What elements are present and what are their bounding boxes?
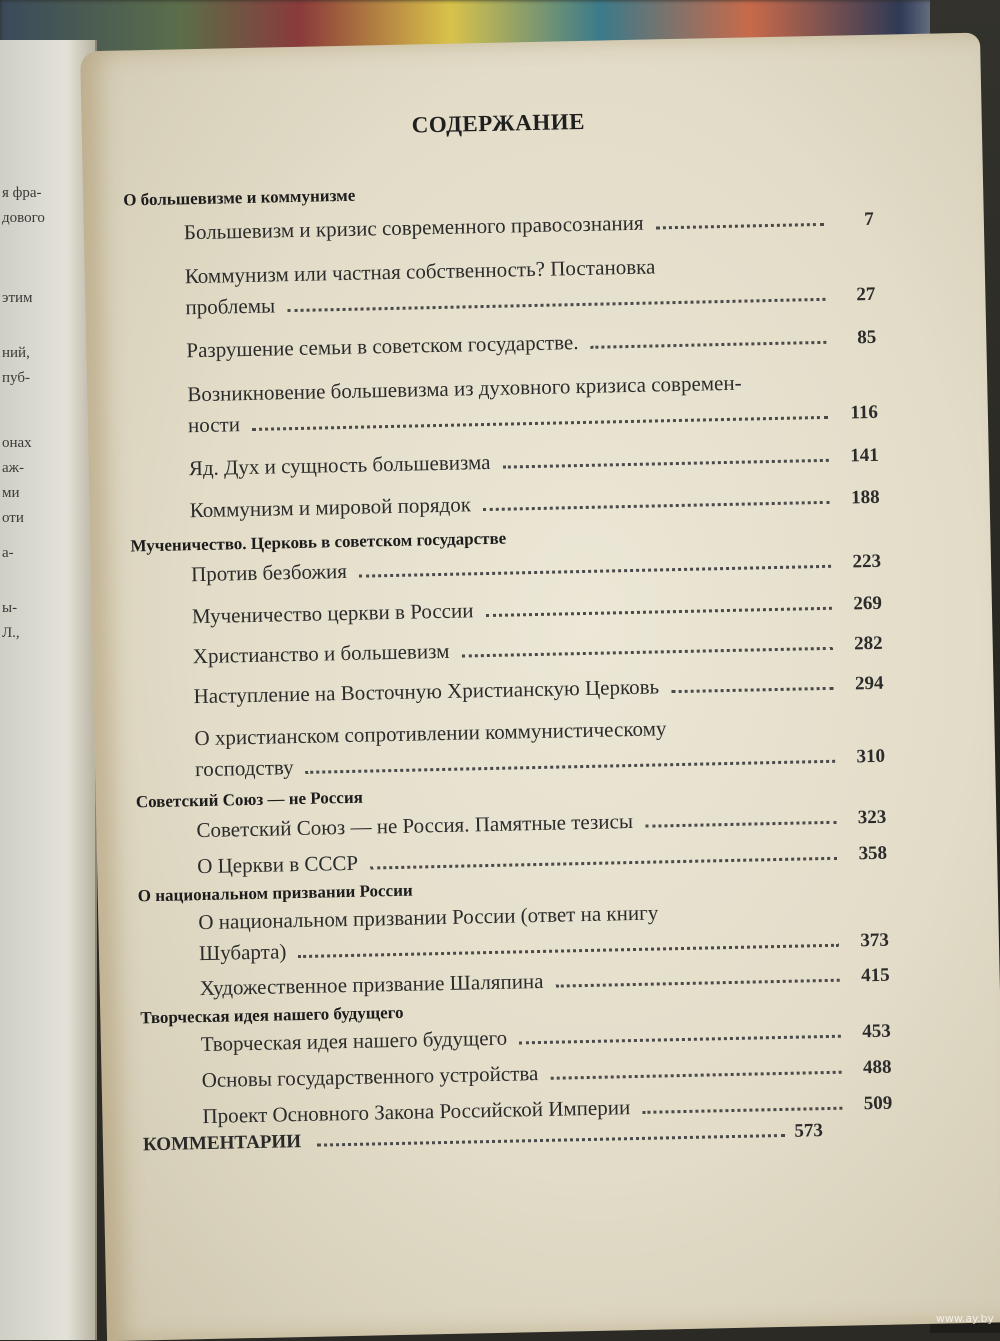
left-page-fragment: пуб-: [2, 370, 30, 386]
leader-dots: [645, 821, 836, 828]
entry-title-continued: ности: [187, 412, 241, 438]
entry-title: Проект Основного Закона Российской Империи: [202, 1095, 631, 1129]
entry-title: Христианство и большевизм: [192, 638, 450, 669]
page-number: 310: [856, 745, 886, 768]
entry-title-continued: господству: [194, 755, 294, 782]
entry-title: Яд. Дух и сущность большевизма: [188, 449, 491, 481]
entry-title: Разрушение семьи в советском государстве.: [186, 330, 579, 363]
left-page-fragment: я фра-: [2, 185, 42, 201]
toc-entry: [189, 439, 880, 485]
entry-title: Наступление на Восточную Христианскую Церковь: [193, 674, 660, 709]
watermark: www.ay.by: [935, 1312, 994, 1325]
left-page-fragment: ы-: [2, 600, 18, 616]
leader-dots: [252, 416, 828, 431]
page-number: 116: [850, 401, 879, 424]
page-number: 573: [794, 1120, 824, 1142]
entry-title: Советский Союз — не Россия. Памятные тезисы: [196, 809, 634, 843]
left-page-fragment: оти: [2, 510, 24, 526]
page-number: 188: [850, 486, 880, 509]
section-heading: Мученичество. Церковь в советском государстве: [130, 528, 507, 556]
page-number: 27: [856, 283, 876, 306]
left-page-fragment: этим: [2, 290, 33, 306]
leader-dots: [359, 565, 831, 578]
leader-dots: [656, 223, 824, 230]
leader-dots: [642, 1107, 842, 1114]
toc-entry: [187, 365, 878, 442]
leader-dots: [503, 459, 829, 469]
page-number: 85: [857, 326, 877, 349]
section-heading: Творческая идея нашего будущего: [140, 1002, 404, 1028]
toc-entry: [198, 893, 889, 970]
leader-dots: [298, 944, 839, 958]
toc-entry: [184, 203, 875, 249]
book-page: [80, 33, 1000, 1341]
page-number: 282: [853, 632, 883, 655]
entry-title: Большевизм и кризис современного правосознания: [183, 210, 644, 245]
entry-title: Основы государственного устройства: [201, 1061, 539, 1093]
leader-dots: [519, 1035, 841, 1045]
left-page: [0, 40, 97, 1340]
entry-title: Возникновение большевизма из духовного кризиса современ-: [187, 370, 742, 407]
page-number: 323: [857, 806, 887, 829]
section-heading: Советский Союз — не Россия: [135, 787, 364, 812]
leader-dots: [556, 979, 840, 988]
page-number: 488: [862, 1056, 892, 1079]
toc-entry: [192, 587, 883, 633]
leader-dots: [370, 857, 837, 870]
left-page-fragment: ний,: [2, 345, 30, 361]
toc-entry: [192, 627, 883, 673]
leader-dots: [550, 1071, 841, 1080]
page-number: 453: [862, 1020, 892, 1043]
leader-dots: [486, 607, 832, 617]
leader-dots: [306, 760, 835, 774]
left-page-fragment: аж-: [2, 460, 25, 476]
entry-title: О христианском сопротивлении коммунистическому: [194, 716, 667, 751]
page-number: 415: [860, 964, 890, 987]
left-page-fragment: а-: [2, 545, 14, 561]
entry-title: О Церкви в СССР: [196, 850, 359, 879]
section-heading: О большевизме и коммунизме: [123, 185, 356, 210]
leader-dots: [461, 647, 832, 658]
toc-entry: [185, 247, 876, 324]
toc-entry: [194, 709, 885, 786]
comments-label: КОММЕНТАРИИ: [142, 1131, 302, 1156]
page-number: 294: [854, 672, 884, 695]
page-number: 373: [860, 929, 890, 952]
section-heading: О национальном призвании России: [137, 880, 413, 906]
entry-title: Мученичество церкви в России: [191, 598, 474, 629]
toc-entry: [186, 321, 877, 367]
entry-title: О национальном призвании России (ответ на книгу: [198, 900, 659, 935]
page-title: СОДЕРЖАНИЕ: [411, 108, 586, 138]
entry-title: Коммунизм или частная собственность? Постановка: [184, 254, 656, 289]
entry-title: Художественное призвание Шаляпина: [199, 968, 544, 1001]
entry-title: Против безбожия: [190, 558, 348, 587]
page-number: 223: [852, 550, 882, 573]
table-of-contents: [80, 33, 1000, 1341]
entry-title: Творческая идея нашего будущего: [200, 1025, 508, 1057]
page-number: 509: [863, 1092, 893, 1115]
leader-dots: [483, 501, 830, 511]
entry-title: Коммунизм и мировой порядок: [189, 492, 472, 523]
entry-title-continued: проблемы: [185, 293, 276, 320]
left-page-fragment: ми: [2, 485, 20, 501]
left-page-fragment: Л.,: [2, 625, 20, 641]
leader-dots: [317, 1134, 784, 1147]
left-page-fragment: онах: [2, 435, 32, 451]
page-number: 7: [864, 208, 875, 231]
page-number: 269: [853, 592, 883, 615]
leader-dots: [287, 298, 825, 312]
left-page-fragment: дового: [2, 210, 45, 226]
toc-entry: [193, 667, 884, 713]
leader-dots: [591, 341, 827, 349]
entry-title-continued: Шубарта): [198, 939, 287, 966]
page-number: 358: [858, 842, 888, 865]
toc-entry: [189, 481, 880, 527]
page-number: 141: [850, 444, 879, 467]
leader-dots: [671, 687, 833, 693]
